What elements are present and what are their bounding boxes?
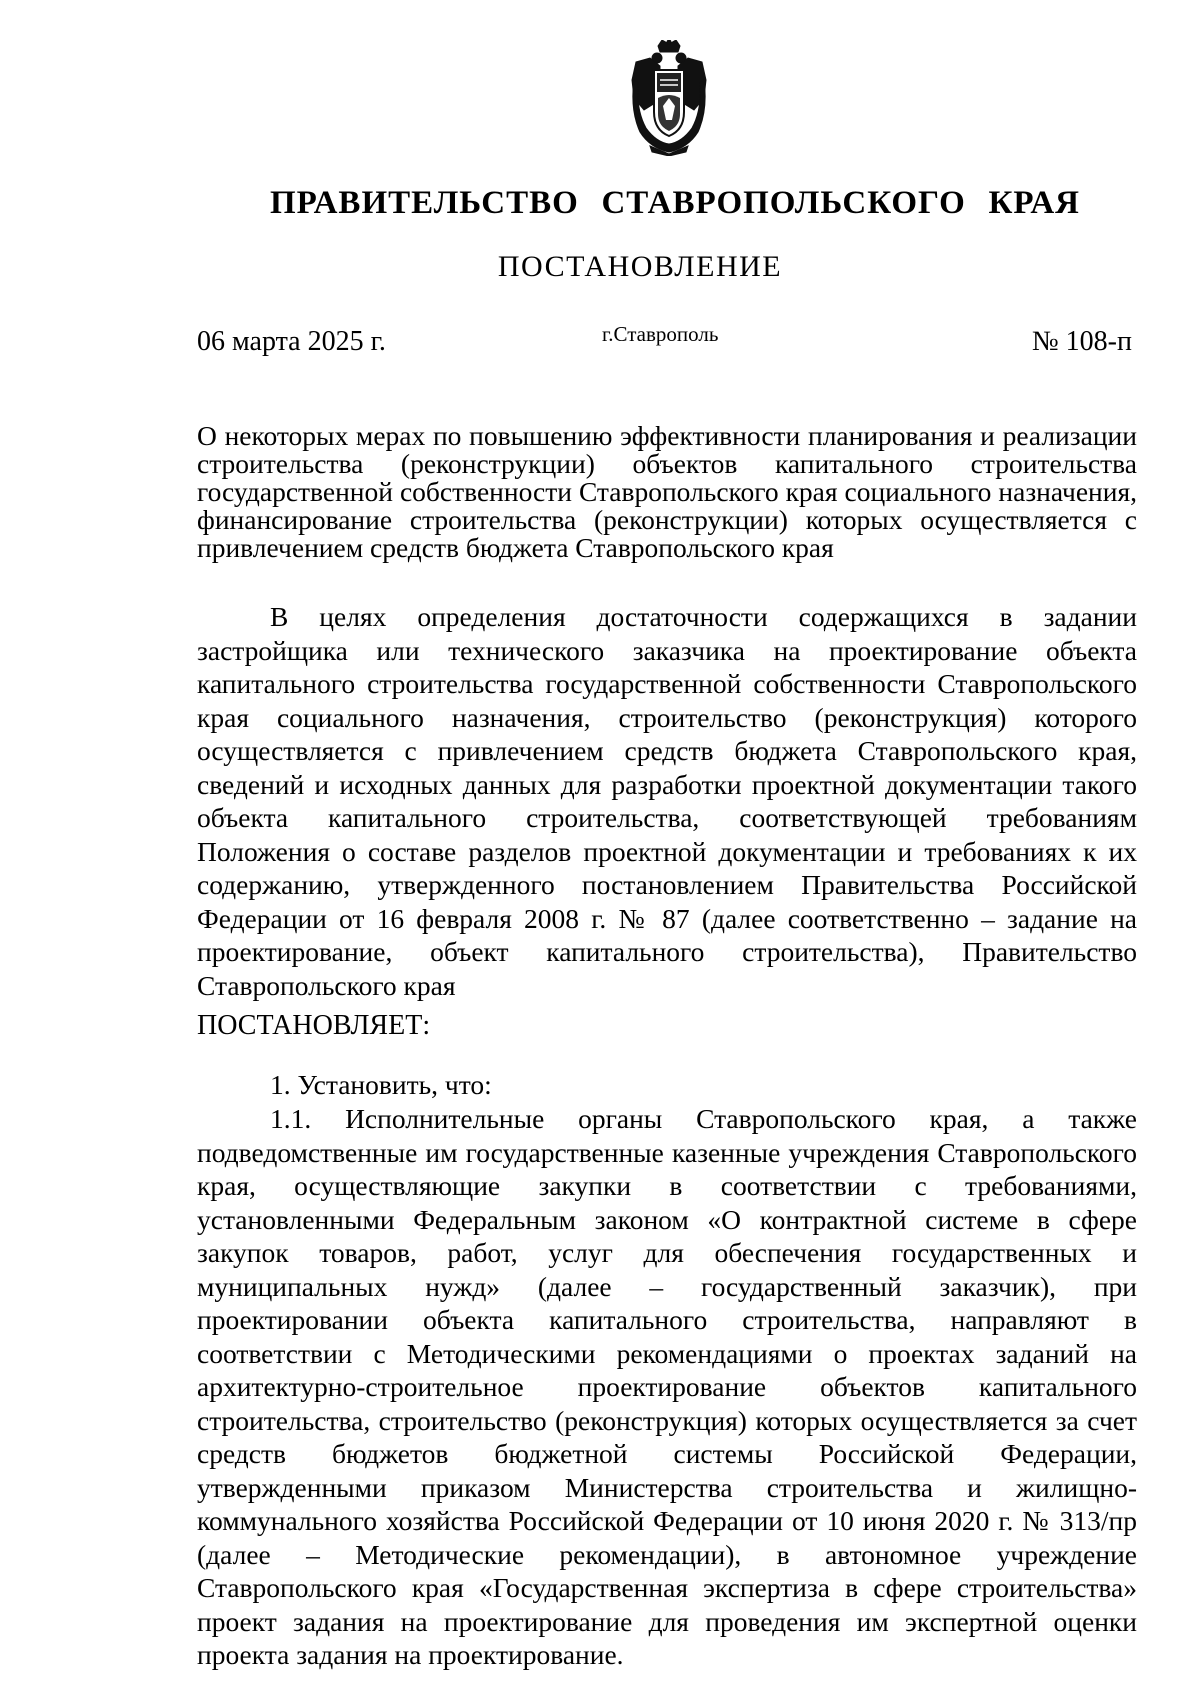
clause-1-1: 1.1. Исполнительные органы Ставропольского края, а также подведомственные им государственные казенные учреждения Ставропольского края, осуществляющие закупки в соответствии с требованиями, установленными Федеральным законом «О контрактной системе в сфере закупок товаров, работ, услуг для обеспечения государственных и муниципальных нужд» (далее – государственный заказчик), при проектировании объекта капитального строительства, направляют в соответствии с Методическими рекомендациями о проектах заданий на архитектурно-строительное проектирование объектов капитального строительства, строительство (реконструкция) которых осуществляется за счет средств бюджетов бюджетной системы Российской Федерации, утвержденными приказом Министерства строительства и жилищно-коммунального хозяйства Российской Федерации от 10 июня 2020 г. № 313/пр (далее – Методические рекомендации), в автономное учреждение Ставропольского края «Государственная экспертиза в сфере строительства» проект задания на проектирование для проведения им экспертной оценки проекта задания на проектирование.	[197, 1103, 1137, 1670]
organization-title	[270, 185, 1080, 222]
document-type: ПОСТАНОВЛЕНИЕ	[497, 250, 783, 283]
document-date: 06 марта 2025 г.	[197, 326, 386, 357]
org-title-word: КРАЯ	[988, 185, 1080, 221]
document-number: № 108-п	[1031, 326, 1132, 357]
org-title-word: СТАВРОПОЛЬСКОГО	[601, 185, 966, 221]
preamble-paragraph: В целях определения достаточности содержащихся в задании застройщика или технического заказчика на проектирование объекта капитального строительства государственной собственности Ставропольского края социального назначения, строительство (реконструкция) которого осуществляется с привлечением средств бюджета Ставропольского края, сведений и исходных данных для разработки проектной документации такого объекта капитального строительства, соответствующей требованиям Положения о составе разделов проектной документации и требованиях к их содержанию, утвержденного постановлением Правительства Российской Федерации от 16 февраля 2008 г. № 87 (далее соответственно – задание на проектирование, объект капитального строительства), Правительство Ставропольского края	[197, 601, 1137, 1001]
document-city: г.Ставрополь	[602, 322, 719, 346]
document-subject: О некоторых мерах по повышению эффективности планирования и реализации строительства (реконструкции) объектов капитального строительства государственной собственности Ставропольского края социального назначения, финансирование строительства (реконструкции) которых осуществляется с привлечением средств бюджета Ставропольского края	[197, 420, 1137, 563]
coat-of-arms-icon	[630, 40, 708, 156]
document-meta	[197, 322, 1132, 362]
decree-heading: ПОСТАНОВЛЯЕТ:	[197, 1010, 431, 1041]
clause-1: 1. Установить, что:	[270, 1069, 492, 1100]
org-title-word: ПРАВИТЕЛЬСТВО	[270, 185, 579, 221]
